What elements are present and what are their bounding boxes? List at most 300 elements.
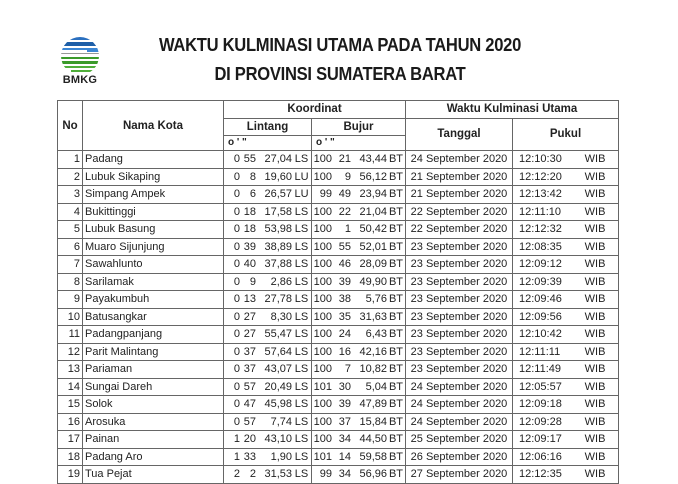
table-row	[58, 361, 619, 379]
latitude-hemisphere: LS	[294, 345, 309, 358]
latitude-degrees: 0	[233, 275, 240, 288]
row-number: 16	[58, 413, 83, 431]
culmination-time: 12:12:32	[519, 223, 562, 236]
culmination-date: 22 September 2020	[406, 221, 513, 239]
latitude-hemisphere: LS	[294, 363, 309, 376]
latitude-minutes: 18	[243, 223, 256, 236]
latitude-hemisphere: LS	[294, 328, 309, 341]
longitude-degrees: 100	[313, 345, 332, 358]
latitude-hemisphere: LS	[294, 310, 309, 323]
longitude-minutes: 55	[338, 240, 351, 253]
longitude-minutes: 49	[338, 188, 351, 201]
latitude-seconds: 43,07	[264, 363, 292, 376]
table-row	[58, 203, 619, 221]
culmination-time: 12:09:46	[519, 293, 562, 306]
latitude-cell	[224, 361, 312, 379]
latitude-minutes: 37	[243, 345, 256, 358]
culmination-time: 12:12:20	[519, 170, 562, 183]
longitude-degrees: 100	[313, 275, 332, 288]
latitude-degrees: 0	[233, 153, 240, 166]
table-row	[58, 221, 619, 239]
time-zone: WIB	[584, 433, 606, 446]
table-row	[58, 396, 619, 414]
header-no: No	[58, 101, 83, 151]
table-row	[58, 431, 619, 449]
latitude-degrees: 1	[233, 433, 240, 446]
longitude-degrees: 100	[313, 223, 332, 236]
longitude-cell	[312, 466, 406, 484]
latitude-seconds: 26,57	[264, 188, 292, 201]
culmination-time-cell	[513, 256, 619, 274]
culmination-date: 26 September 2020	[406, 448, 513, 466]
time-zone: WIB	[584, 205, 606, 218]
longitude-seconds: 44,50	[359, 433, 387, 446]
latitude-cell	[224, 238, 312, 256]
longitude-seconds: 10,82	[359, 363, 387, 376]
culmination-date: 23 September 2020	[406, 273, 513, 291]
time-zone: WIB	[584, 240, 606, 253]
longitude-hemisphere: BT	[388, 415, 404, 428]
latitude-degrees: 0	[233, 170, 240, 183]
latitude-minutes: 57	[243, 415, 256, 428]
row-number: 17	[58, 431, 83, 449]
city-name: Padangpanjang	[83, 326, 224, 344]
longitude-seconds: 56,96	[359, 468, 387, 481]
header-latitude: Lintang	[224, 118, 312, 136]
longitude-degrees: 99	[319, 468, 332, 481]
table-row	[58, 168, 619, 186]
latitude-hemisphere: LS	[294, 223, 309, 236]
row-number: 5	[58, 221, 83, 239]
longitude-minutes: 21	[338, 153, 351, 166]
latitude-degrees: 0	[233, 258, 240, 271]
row-number: 8	[58, 273, 83, 291]
city-name: Padang	[83, 151, 224, 169]
culmination-time: 12:11:11	[519, 345, 561, 358]
longitude-unit-symbols: o ' "	[312, 136, 406, 151]
latitude-minutes: 27	[243, 310, 256, 323]
culmination-time: 12:09:28	[519, 415, 562, 428]
latitude-hemisphere: LS	[294, 293, 309, 306]
row-number: 18	[58, 448, 83, 466]
culmination-time-cell	[513, 221, 619, 239]
row-number: 13	[58, 361, 83, 379]
page-subtitle: DI PROVINSI SUMATERA BARAT	[214, 64, 466, 84]
culmination-date: 23 September 2020	[406, 343, 513, 361]
longitude-hemisphere: BT	[388, 275, 404, 288]
longitude-seconds: 28,09	[359, 258, 387, 271]
longitude-seconds: 5,76	[365, 293, 387, 306]
culmination-time-cell	[513, 186, 619, 204]
table-row	[58, 308, 619, 326]
longitude-cell	[312, 221, 406, 239]
culmination-time: 12:09:17	[519, 433, 562, 446]
header-city: Nama Kota	[83, 101, 224, 151]
longitude-hemisphere: BT	[388, 258, 404, 271]
city-name: Pariaman	[83, 361, 224, 379]
table-row	[58, 238, 619, 256]
longitude-degrees: 100	[313, 363, 332, 376]
latitude-minutes: 20	[243, 433, 256, 446]
culmination-time-cell	[513, 291, 619, 309]
longitude-seconds: 5,04	[365, 380, 387, 393]
longitude-degrees: 100	[313, 433, 332, 446]
longitude-degrees: 100	[313, 328, 332, 341]
latitude-degrees: 0	[233, 345, 240, 358]
longitude-minutes: 39	[338, 398, 351, 411]
longitude-cell	[312, 448, 406, 466]
latitude-degrees: 0	[233, 188, 240, 201]
culmination-time: 12:12:35	[519, 468, 562, 481]
logo-text: BMKG	[62, 74, 98, 86]
latitude-minutes: 13	[243, 293, 256, 306]
longitude-seconds: 15,84	[359, 415, 387, 428]
culmination-date: 21 September 2020	[406, 186, 513, 204]
longitude-cell	[312, 151, 406, 169]
longitude-minutes: 38	[338, 293, 351, 306]
table-row	[58, 448, 619, 466]
latitude-hemisphere: LS	[294, 398, 309, 411]
latitude-seconds: 1,90	[270, 450, 292, 463]
latitude-minutes: 47	[243, 398, 256, 411]
longitude-cell	[312, 273, 406, 291]
culmination-date: 23 September 2020	[406, 326, 513, 344]
row-number: 10	[58, 308, 83, 326]
longitude-minutes: 35	[338, 310, 351, 323]
page-title: WAKTU KULMINASI UTAMA PADA TAHUN 2020	[158, 35, 522, 55]
longitude-cell	[312, 308, 406, 326]
time-zone: WIB	[584, 468, 606, 481]
longitude-hemisphere: BT	[388, 363, 404, 376]
latitude-cell	[224, 378, 312, 396]
city-name: Lubuk Sikaping	[83, 168, 224, 186]
city-name: Lubuk Basung	[83, 221, 224, 239]
latitude-unit-symbols: o ' "	[224, 136, 312, 151]
longitude-hemisphere: BT	[388, 380, 404, 393]
table-row	[58, 466, 619, 484]
culmination-time: 12:09:18	[519, 398, 562, 411]
latitude-degrees: 0	[233, 415, 240, 428]
longitude-minutes: 34	[338, 433, 351, 446]
latitude-degrees: 0	[233, 205, 240, 218]
longitude-minutes: 39	[338, 275, 351, 288]
culmination-time-cell	[513, 343, 619, 361]
table-row	[58, 378, 619, 396]
latitude-degrees: 0	[233, 398, 240, 411]
longitude-seconds: 52,01	[359, 240, 387, 253]
latitude-seconds: 2,86	[270, 275, 292, 288]
header-longitude: Bujur	[312, 118, 406, 136]
culmination-time: 12:05:57	[519, 380, 562, 393]
longitude-degrees: 100	[313, 398, 332, 411]
longitude-minutes: 30	[338, 380, 351, 393]
longitude-seconds: 31,63	[359, 310, 387, 323]
longitude-seconds: 43,44	[359, 153, 387, 166]
longitude-minutes: 34	[338, 468, 351, 481]
culmination-time-cell	[513, 238, 619, 256]
longitude-hemisphere: BT	[388, 293, 404, 306]
city-name: Simpang Ampek	[83, 186, 224, 204]
row-number: 9	[58, 291, 83, 309]
latitude-hemisphere: LS	[294, 153, 309, 166]
culmination-time: 12:06:16	[519, 450, 562, 463]
longitude-hemisphere: BT	[388, 240, 404, 253]
city-name: Tua Pejat	[83, 466, 224, 484]
time-zone: WIB	[584, 293, 606, 306]
culmination-time-cell	[513, 431, 619, 449]
latitude-seconds: 19,60	[264, 170, 292, 183]
latitude-seconds: 17,58	[264, 205, 292, 218]
header-culmination: Waktu Kulminasi Utama	[406, 101, 619, 119]
longitude-hemisphere: BT	[388, 223, 404, 236]
latitude-cell	[224, 273, 312, 291]
time-zone: WIB	[584, 345, 606, 358]
latitude-minutes: 33	[243, 450, 256, 463]
culmination-time: 12:11:10	[519, 205, 562, 218]
longitude-minutes: 22	[338, 205, 351, 218]
table-row	[58, 186, 619, 204]
latitude-degrees: 0	[233, 240, 240, 253]
time-zone: WIB	[584, 258, 606, 271]
latitude-seconds: 53,98	[264, 223, 292, 236]
header-time: Pukul	[513, 118, 619, 151]
time-zone: WIB	[584, 450, 606, 463]
latitude-minutes: 39	[243, 240, 256, 253]
latitude-hemisphere: LS	[294, 240, 309, 253]
latitude-cell	[224, 203, 312, 221]
city-name: Parit Malintang	[83, 343, 224, 361]
culmination-date: 23 September 2020	[406, 308, 513, 326]
culmination-time-cell	[513, 273, 619, 291]
latitude-seconds: 38,89	[264, 240, 292, 253]
time-zone: WIB	[584, 170, 606, 183]
latitude-cell	[224, 291, 312, 309]
latitude-cell	[224, 431, 312, 449]
longitude-seconds: 56,12	[359, 170, 387, 183]
time-zone: WIB	[584, 415, 606, 428]
longitude-hemisphere: BT	[388, 398, 404, 411]
row-number: 3	[58, 186, 83, 204]
latitude-minutes: 9	[249, 275, 256, 288]
time-zone: WIB	[584, 153, 606, 166]
city-name: Batusangkar	[83, 308, 224, 326]
longitude-hemisphere: BT	[388, 468, 404, 481]
time-zone: WIB	[584, 275, 606, 288]
latitude-degrees: 0	[233, 363, 240, 376]
longitude-hemisphere: BT	[388, 345, 404, 358]
city-name: Padang Aro	[83, 448, 224, 466]
latitude-minutes: 55	[243, 153, 256, 166]
culmination-date: 23 September 2020	[406, 291, 513, 309]
table-row	[58, 413, 619, 431]
culmination-time: 12:09:56	[519, 310, 562, 323]
longitude-degrees: 100	[313, 170, 332, 183]
latitude-degrees: 0	[233, 328, 240, 341]
time-zone: WIB	[584, 398, 606, 411]
longitude-seconds: 6,43	[365, 328, 387, 341]
longitude-cell	[312, 203, 406, 221]
row-number: 7	[58, 256, 83, 274]
latitude-minutes: 40	[243, 258, 256, 271]
longitude-cell	[312, 361, 406, 379]
latitude-cell	[224, 168, 312, 186]
culmination-time: 12:10:42	[519, 328, 562, 341]
time-zone: WIB	[584, 328, 606, 341]
culmination-table	[57, 100, 619, 484]
latitude-minutes: 37	[243, 363, 256, 376]
table-row	[58, 343, 619, 361]
longitude-degrees: 100	[313, 293, 332, 306]
latitude-cell	[224, 343, 312, 361]
latitude-hemisphere: LS	[294, 468, 309, 481]
time-zone: WIB	[584, 310, 606, 323]
latitude-seconds: 45,98	[264, 398, 292, 411]
culmination-time-cell	[513, 168, 619, 186]
culmination-time: 12:09:12	[519, 258, 562, 271]
latitude-degrees: 0	[233, 293, 240, 306]
latitude-hemisphere: LS	[294, 258, 309, 271]
city-name: Sarilamak	[83, 273, 224, 291]
longitude-minutes: 7	[344, 363, 351, 376]
culmination-time: 12:11:49	[519, 363, 562, 376]
longitude-minutes: 37	[338, 415, 351, 428]
culmination-time: 12:08:35	[519, 240, 562, 253]
latitude-cell	[224, 186, 312, 204]
longitude-minutes: 1	[344, 223, 351, 236]
row-number: 2	[58, 168, 83, 186]
culmination-time: 12:09:39	[519, 275, 562, 288]
latitude-hemisphere: LS	[294, 205, 309, 218]
city-name: Sungai Dareh	[83, 378, 224, 396]
city-name: Painan	[83, 431, 224, 449]
longitude-hemisphere: BT	[388, 170, 404, 183]
table-row	[58, 273, 619, 291]
latitude-degrees: 1	[233, 450, 240, 463]
longitude-cell	[312, 378, 406, 396]
latitude-hemisphere: LU	[294, 170, 309, 183]
longitude-minutes: 14	[338, 450, 351, 463]
culmination-time-cell	[513, 466, 619, 484]
culmination-date: 21 September 2020	[406, 168, 513, 186]
row-number: 1	[58, 151, 83, 169]
culmination-time-cell	[513, 203, 619, 221]
longitude-cell	[312, 238, 406, 256]
longitude-hemisphere: BT	[388, 328, 404, 341]
row-number: 12	[58, 343, 83, 361]
longitude-seconds: 47,89	[359, 398, 387, 411]
longitude-degrees: 100	[313, 258, 332, 271]
longitude-seconds: 21,04	[359, 205, 387, 218]
row-number: 6	[58, 238, 83, 256]
header-date: Tanggal	[406, 118, 513, 151]
longitude-cell	[312, 431, 406, 449]
longitude-minutes: 24	[338, 328, 351, 341]
longitude-degrees: 101	[313, 450, 332, 463]
latitude-hemisphere: LS	[294, 450, 309, 463]
longitude-hemisphere: BT	[388, 153, 404, 166]
latitude-minutes: 18	[243, 205, 256, 218]
longitude-cell	[312, 186, 406, 204]
latitude-cell	[224, 466, 312, 484]
culmination-date: 25 September 2020	[406, 431, 513, 449]
culmination-time-cell	[513, 361, 619, 379]
latitude-seconds: 7,74	[270, 415, 292, 428]
city-name: Sawahlunto	[83, 256, 224, 274]
city-name: Payakumbuh	[83, 291, 224, 309]
longitude-hemisphere: BT	[388, 450, 404, 463]
culmination-date: 27 September 2020	[406, 466, 513, 484]
latitude-minutes: 57	[243, 380, 256, 393]
longitude-cell	[312, 168, 406, 186]
longitude-cell	[312, 413, 406, 431]
latitude-cell	[224, 396, 312, 414]
culmination-time-cell	[513, 326, 619, 344]
culmination-date: 23 September 2020	[406, 361, 513, 379]
latitude-hemisphere: LU	[294, 188, 309, 201]
city-name: Arosuka	[83, 413, 224, 431]
bmkg-emblem-icon	[57, 36, 103, 76]
latitude-cell	[224, 151, 312, 169]
longitude-seconds: 23,94	[359, 188, 387, 201]
latitude-hemisphere: LS	[294, 415, 309, 428]
latitude-cell	[224, 256, 312, 274]
latitude-hemisphere: LS	[294, 380, 309, 393]
latitude-cell	[224, 413, 312, 431]
culmination-date: 24 September 2020	[406, 413, 513, 431]
row-number: 11	[58, 326, 83, 344]
latitude-degrees: 0	[233, 310, 240, 323]
culmination-date: 22 September 2020	[406, 203, 513, 221]
latitude-seconds: 20,49	[264, 380, 292, 393]
culmination-time: 12:13:42	[519, 188, 562, 201]
longitude-degrees: 100	[313, 240, 332, 253]
culmination-time-cell	[513, 151, 619, 169]
culmination-time: 12:10:30	[519, 153, 562, 166]
latitude-seconds: 57,64	[264, 345, 292, 358]
latitude-seconds: 27,04	[264, 153, 292, 166]
latitude-cell	[224, 326, 312, 344]
culmination-date: 24 September 2020	[406, 378, 513, 396]
latitude-cell	[224, 221, 312, 239]
city-name: Solok	[83, 396, 224, 414]
latitude-seconds: 31,53	[264, 468, 292, 481]
longitude-degrees: 100	[313, 310, 332, 323]
bmkg-logo	[57, 36, 103, 90]
city-name: Muaro Sijunjung	[83, 238, 224, 256]
time-zone: WIB	[584, 380, 606, 393]
row-number: 14	[58, 378, 83, 396]
longitude-seconds: 42,16	[359, 345, 387, 358]
latitude-minutes: 2	[249, 468, 256, 481]
longitude-cell	[312, 291, 406, 309]
longitude-seconds: 49,90	[359, 275, 387, 288]
time-zone: WIB	[584, 363, 606, 376]
latitude-seconds: 37,88	[264, 258, 292, 271]
longitude-degrees: 100	[313, 153, 332, 166]
table-row	[58, 151, 619, 169]
longitude-cell	[312, 396, 406, 414]
latitude-seconds: 8,30	[270, 310, 292, 323]
latitude-degrees: 2	[233, 468, 240, 481]
culmination-time-cell	[513, 413, 619, 431]
latitude-degrees: 0	[233, 223, 240, 236]
time-zone: WIB	[584, 223, 606, 236]
table-row	[58, 291, 619, 309]
culmination-date: 24 September 2020	[406, 151, 513, 169]
longitude-hemisphere: BT	[388, 310, 404, 323]
longitude-degrees: 100	[313, 415, 332, 428]
longitude-seconds: 50,42	[359, 223, 387, 236]
